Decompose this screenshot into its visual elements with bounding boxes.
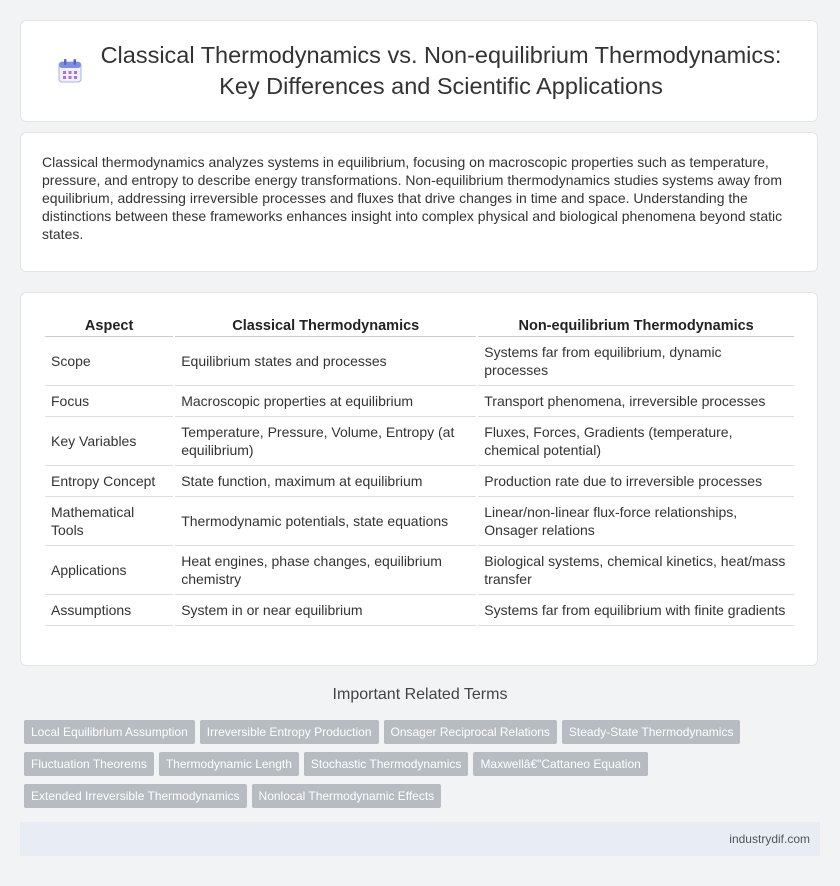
related-term-tag[interactable]: Extended Irreversible Thermodynamics [24, 784, 247, 808]
table-cell-non-equilibrium: Systems far from equilibrium with finite gradients [478, 595, 794, 626]
table-cell-non-equilibrium: Transport phenomena, irreversible processes [478, 386, 794, 417]
column-header-classical: Classical Thermodynamics [175, 313, 476, 337]
table-cell-aspect: Applications [45, 546, 173, 595]
table-row [45, 595, 794, 626]
related-term-tag[interactable]: Onsager Reciprocal Relations [384, 720, 557, 744]
header-card [20, 20, 818, 122]
related-term-tag[interactable]: Thermodynamic Length [159, 752, 299, 776]
column-header-non-equilibrium: Non-equilibrium Thermodynamics [478, 313, 794, 337]
related-terms-heading: Important Related Terms [332, 686, 508, 703]
page-title [101, 40, 782, 102]
page-title-line-1: Classical Thermodynamics vs. Non-equilibrium Thermodynamics: [100, 42, 782, 68]
table-row [45, 497, 794, 546]
table-cell-classical: Equilibrium states and processes [175, 337, 476, 386]
table-cell-classical: Thermodynamic potentials, state equations [175, 497, 476, 546]
intro-paragraph: Classical thermodynamics analyzes systems in equilibrium, focusing on macroscopic properties such as temperature, pressure, and entropy to describe energy transformations. Non-equilibrium thermodynamics studies systems away from equilibrium, addressing irreversible processes and fluxes that drive changes in time and space. Understanding the distinctions between these frameworks enhances insight into complex physical and biological phenomena beyond static states. [42, 154, 783, 242]
table-row [45, 546, 794, 595]
related-term-tag[interactable]: Maxwellâ€"Cattaneo Equation [473, 752, 647, 776]
table-cell-classical: Temperature, Pressure, Volume, Entropy (at equilibrium) [175, 417, 476, 466]
table-cell-classical: System in or near equilibrium [175, 595, 476, 626]
related-term-tag[interactable]: Stochastic Thermodynamics [304, 752, 469, 776]
table-cell-classical: Heat engines, phase changes, equilibrium chemistry [175, 546, 476, 595]
table-cell-classical: State function, maximum at equilibrium [175, 466, 476, 497]
table-cell-non-equilibrium: Production rate due to irreversible processes [478, 466, 794, 497]
comparison-table [43, 313, 796, 626]
comparison-table-card [20, 292, 818, 666]
related-term-tag[interactable]: Irreversible Entropy Production [200, 720, 379, 744]
table-cell-non-equilibrium: Systems far from equilibrium, dynamic processes [478, 337, 794, 386]
table-header-row [45, 313, 794, 337]
table-cell-non-equilibrium: Biological systems, chemical kinetics, heat/mass transfer [478, 546, 794, 595]
related-term-tag[interactable]: Fluctuation Theorems [24, 752, 154, 776]
table-cell-aspect: Mathematical Tools [45, 497, 173, 546]
calendar-grid-icon [57, 58, 83, 84]
column-header-aspect: Aspect [45, 313, 173, 337]
page-title-line-2: Key Differences and Scientific Applications [219, 73, 663, 99]
table-cell-aspect: Assumptions [45, 595, 173, 626]
related-term-tag[interactable]: Local Equilibrium Assumption [24, 720, 195, 744]
footer [20, 822, 820, 856]
table-cell-non-equilibrium: Fluxes, Forces, Gradients (temperature, chemical potential) [478, 417, 794, 466]
table-cell-aspect: Key Variables [45, 417, 173, 466]
table-cell-aspect: Scope [45, 337, 173, 386]
related-term-tag[interactable]: Nonlocal Thermodynamic Effects [252, 784, 442, 808]
table-cell-classical: Macroscopic properties at equilibrium [175, 386, 476, 417]
table-row [45, 337, 794, 386]
related-term-tag[interactable]: Steady-State Thermodynamics [562, 720, 741, 744]
table-row [45, 386, 794, 417]
table-row [45, 466, 794, 497]
table-cell-aspect: Focus [45, 386, 173, 417]
table-cell-aspect: Entropy Concept [45, 466, 173, 497]
table-cell-non-equilibrium: Linear/non-linear flux-force relationships, Onsager relations [478, 497, 794, 546]
table-row [45, 417, 794, 466]
intro-card [20, 132, 818, 272]
footer-site-link[interactable]: industrydif.com [729, 832, 810, 846]
related-terms-list [24, 720, 804, 816]
